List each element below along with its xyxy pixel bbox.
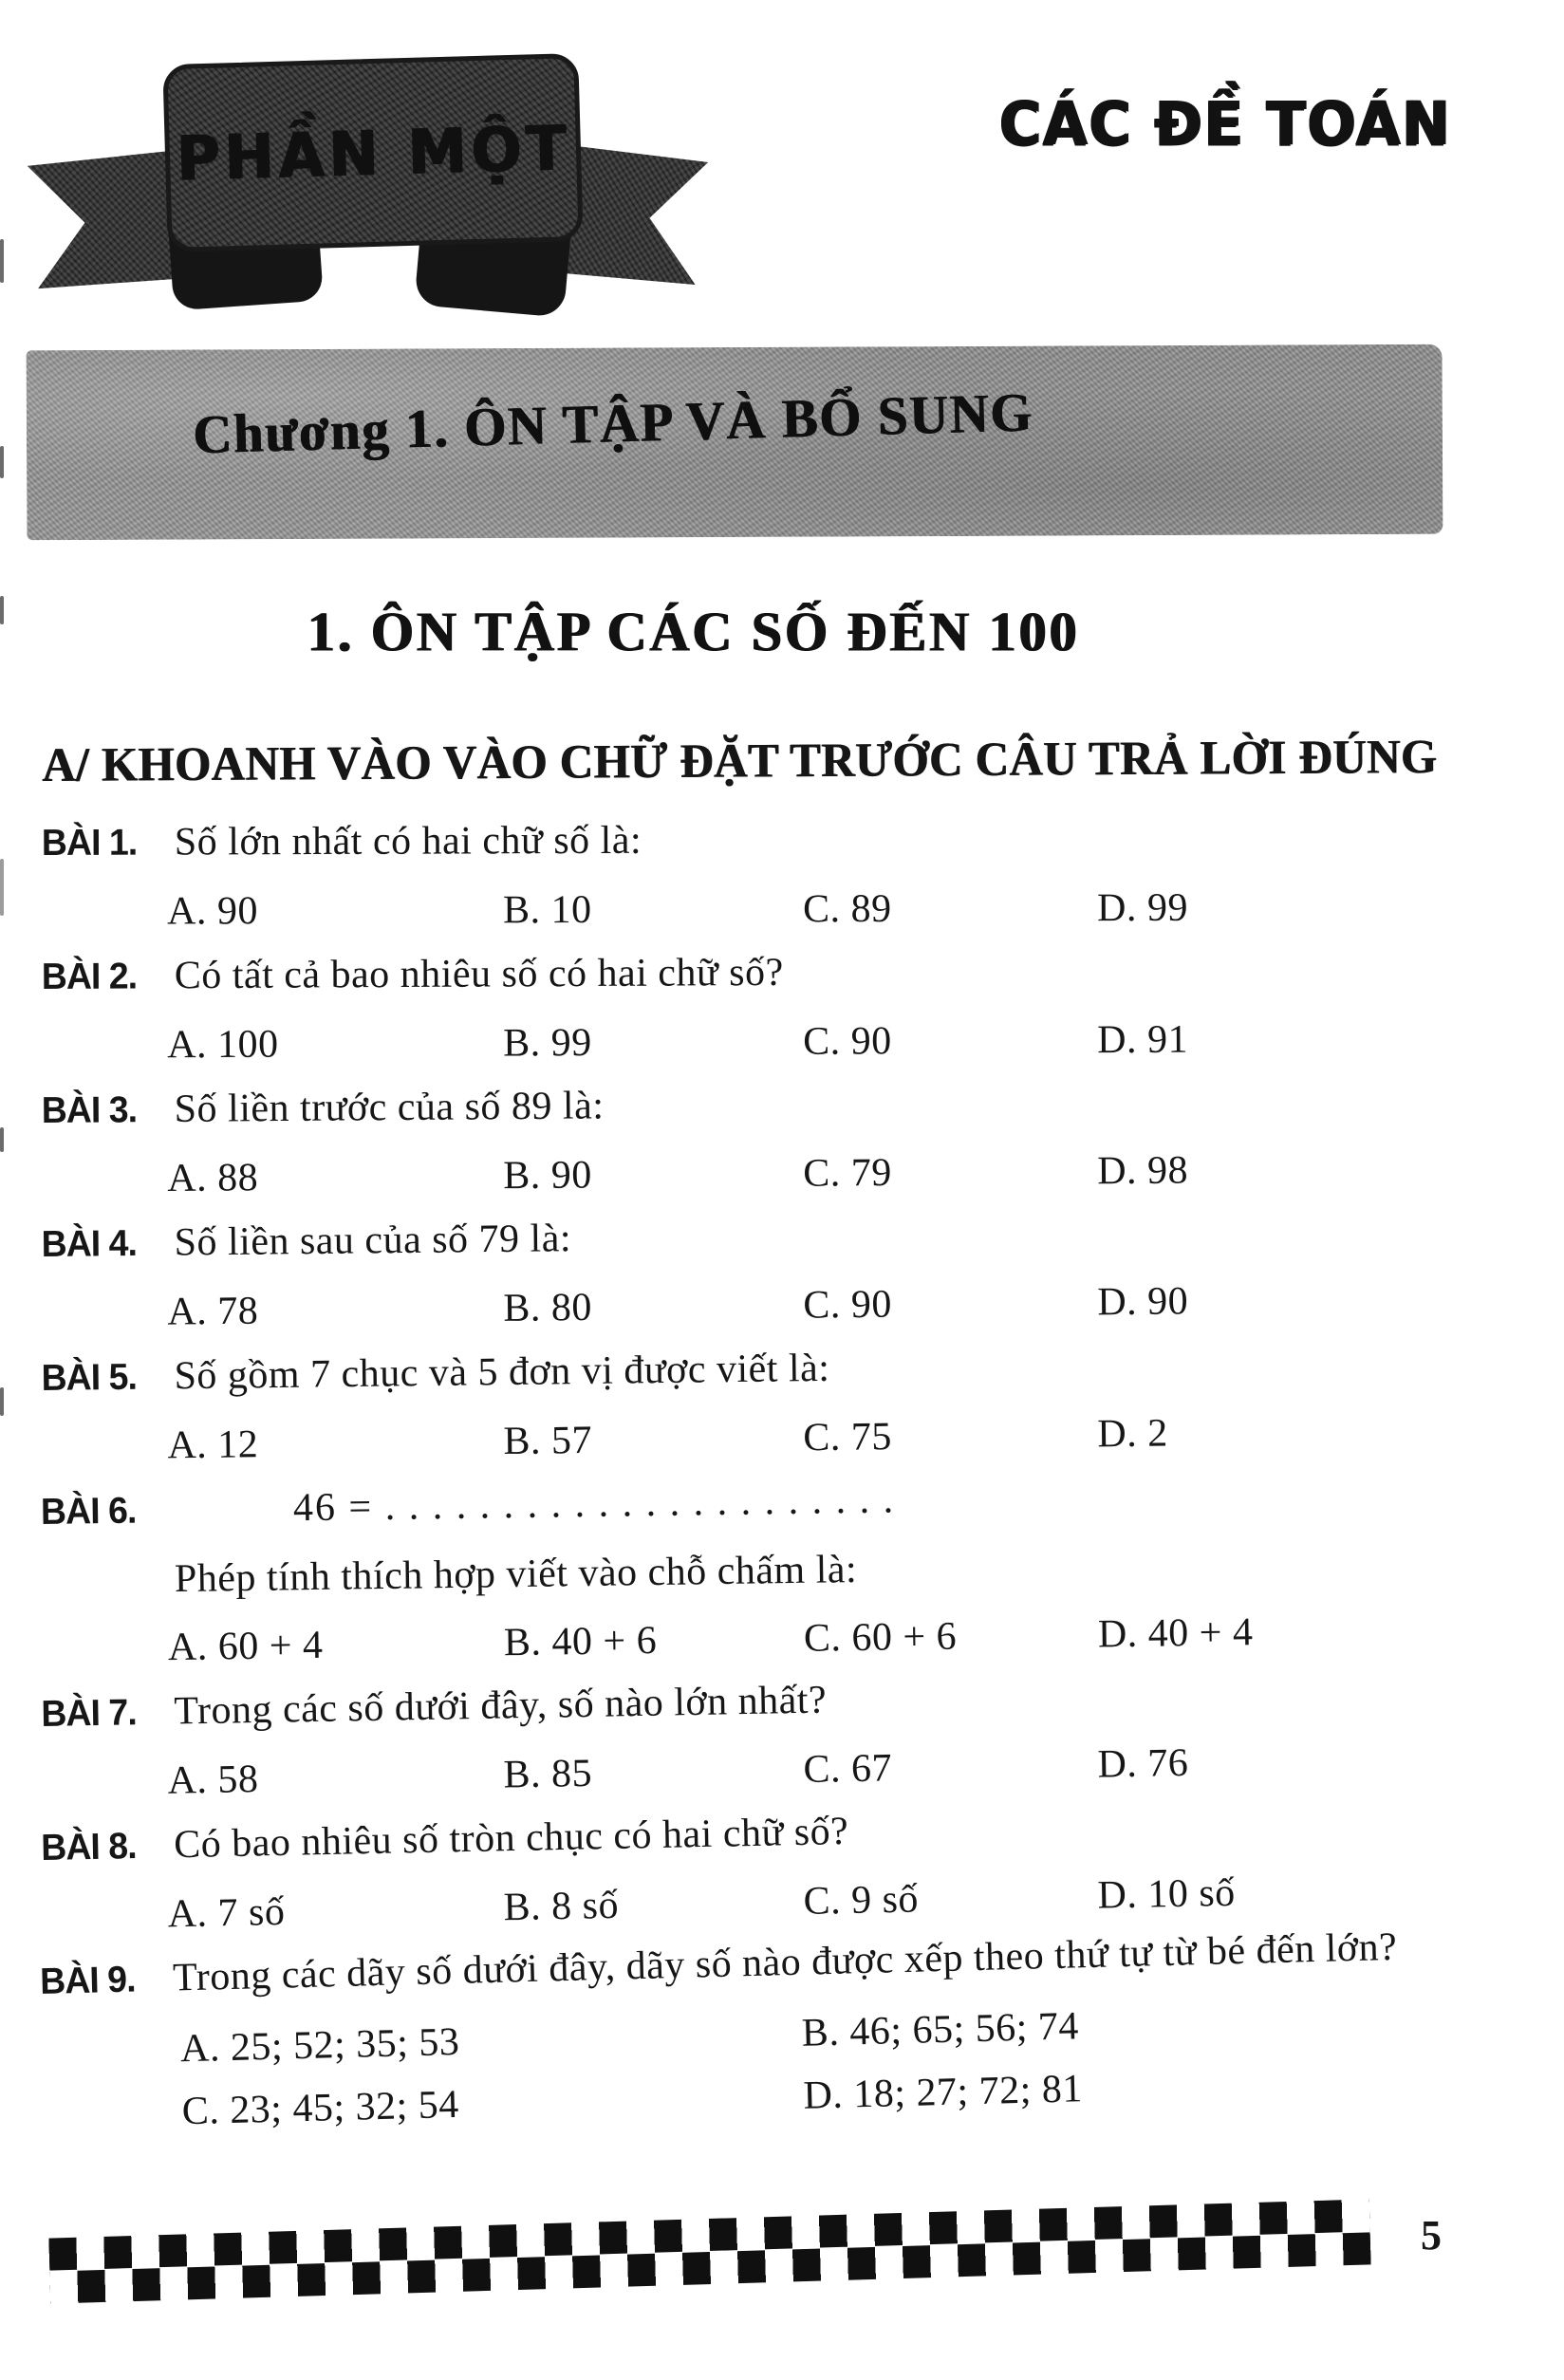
option-b: B. 85 <box>503 1751 593 1797</box>
option-d: D. 99 <box>1097 885 1189 931</box>
option-d: D. 18; 27; 72; 81 <box>802 2067 1084 2118</box>
question-text: Trong các số dưới đây, số nào lớn nhất? <box>173 1678 828 1734</box>
option-a: A. 78 <box>167 1289 259 1334</box>
question-label: BÀI 2. <box>41 956 138 998</box>
option-d: D. 76 <box>1097 1740 1189 1787</box>
options-row <box>42 1404 1525 1472</box>
lesson-title: 1. ÔN TẬP CÁC SỐ ĐẾN 100 <box>307 600 1079 663</box>
question-text: Trong các dãy số dưới đây, dãy số nào được xếp theo thứ tự từ bé đến lớn? <box>172 1924 1398 2000</box>
option-c: C. 67 <box>803 1746 893 1792</box>
options-row <box>42 1144 1524 1204</box>
option-a: A. 100 <box>167 1022 279 1068</box>
option-d: D. 90 <box>1097 1279 1189 1325</box>
part-ribbon-banner <box>30 55 704 292</box>
option-b: B. 99 <box>503 1020 592 1066</box>
question-text: Có bao nhiêu số tròn chục có hai chữ số? <box>173 1809 849 1868</box>
option-a: A. 60 + 4 <box>167 1623 324 1670</box>
section-heading: A/ KHOANH VÀO VÀO CHỮ ĐẶT TRƯỚC CÂU TRẢ LỜI ĐÚNG <box>41 731 1438 792</box>
option-c: C. 75 <box>803 1415 893 1460</box>
options-row <box>42 883 1524 937</box>
page-number: 5 <box>1421 2212 1442 2259</box>
question-text: Có tất cả bao nhiêu số có hai chữ số? <box>174 950 784 998</box>
option-d: D. 2 <box>1097 1411 1168 1457</box>
option-a: A. 58 <box>167 1757 259 1803</box>
chapter-title: Chương 1. ÔN TẬP VÀ BỔ SUNG <box>192 381 1034 466</box>
option-c: C. 90 <box>803 1019 892 1064</box>
question-label: BÀI 9. <box>39 1959 137 2003</box>
option-b: B. 40 + 6 <box>503 1618 658 1665</box>
question-text: Số liền trước của số 89 là: <box>174 1084 605 1131</box>
checker-border <box>48 2199 1370 2304</box>
option-d: D. 10 số <box>1097 1870 1237 1918</box>
question-text: Số liền sau của số 79 là: <box>174 1217 572 1265</box>
question-text: Số gồm 7 chục và 5 đơn vị được viết là: <box>174 1346 830 1399</box>
chapter-banner <box>27 344 1443 541</box>
question-label: BÀI 7. <box>40 1692 138 1736</box>
option-c: C. 90 <box>803 1282 893 1328</box>
question-2 <box>42 944 1525 1070</box>
option-b: B. 57 <box>503 1418 593 1464</box>
option-a: A. 12 <box>167 1422 259 1468</box>
scan-artifact <box>0 446 4 478</box>
scan-artifact <box>0 1387 4 1416</box>
option-c: C. 89 <box>803 886 892 932</box>
option-b: B. 46; 65; 56; 74 <box>801 2004 1080 2055</box>
scan-artifact <box>0 859 4 916</box>
question-label: BÀI 8. <box>40 1825 138 1869</box>
option-d: D. 98 <box>1097 1148 1189 1194</box>
questions-section <box>39 731 1524 2155</box>
part-label: PHẦN MỘT <box>175 110 571 195</box>
question-label: BÀI 1. <box>41 822 138 865</box>
question-6 <box>41 1466 1526 1674</box>
option-c: C. 79 <box>803 1150 892 1196</box>
scan-artifact <box>0 239 4 283</box>
question-1 <box>42 813 1524 937</box>
option-c: C. 23; 45; 32; 54 <box>181 2082 460 2134</box>
page-heading: CÁC ĐỀ TOÁN <box>998 88 1451 160</box>
options-row <box>42 1013 1524 1070</box>
question-text: Phép tính thích hợp viết vào chỗ chấm là: <box>174 1548 858 1602</box>
option-a: A. 88 <box>167 1156 259 1200</box>
option-a: A. 90 <box>167 889 259 934</box>
options-row <box>43 1604 1526 1674</box>
option-b: B. 10 <box>503 887 592 933</box>
question-label: BÀI 5. <box>41 1356 138 1400</box>
scan-artifact <box>0 1127 4 1152</box>
option-b: B. 8 số <box>503 1883 620 1930</box>
option-b: B. 80 <box>503 1285 593 1330</box>
ribbon-plaque <box>162 53 583 252</box>
option-d: D. 91 <box>1097 1017 1189 1063</box>
question-8 <box>41 1794 1525 1942</box>
option-a: A. 7 số <box>167 1889 286 1937</box>
question-9 <box>40 1920 1526 2140</box>
option-c: C. 60 + 6 <box>803 1614 958 1661</box>
question-label: BÀI 6. <box>40 1490 137 1534</box>
option-c: C. 9 số <box>803 1877 920 1924</box>
question-5 <box>41 1335 1524 1472</box>
options-row <box>42 1274 1524 1338</box>
options-grid <box>41 1990 1525 2139</box>
question-7 <box>41 1664 1525 1808</box>
options-row <box>42 1733 1525 1808</box>
question-label: BÀI 4. <box>41 1222 138 1266</box>
question-text: Số lớn nhất có hai chữ số là: <box>174 818 642 865</box>
question-4 <box>41 1204 1524 1338</box>
option-b: B. 90 <box>503 1153 592 1199</box>
question-label: BÀI 3. <box>41 1089 138 1132</box>
question-3 <box>42 1074 1525 1204</box>
question-equation: 46 = . . . . . . . . . . . . . . . . . . . . . . <box>292 1478 896 1531</box>
option-a: A. 25; 52; 35; 53 <box>179 2019 460 2072</box>
option-d: D. 40 + 4 <box>1097 1610 1254 1657</box>
